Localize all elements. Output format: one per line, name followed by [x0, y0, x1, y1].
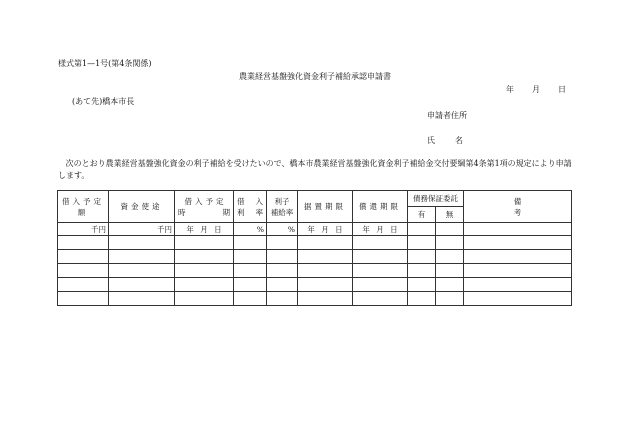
addressee: (あて先)橋本市長 — [72, 97, 135, 106]
date-year: 年 — [506, 85, 514, 94]
date-line — [506, 84, 566, 95]
form-number: 様式第1—1号(第4条関係) — [58, 59, 152, 68]
header-borrow-time: 借入予定 時 期 — [175, 191, 234, 223]
table-row — [58, 250, 572, 264]
header-guarantee-no: 無 — [436, 207, 464, 223]
applicant-address-label: 申請者住所 — [427, 111, 467, 120]
unit-rate: % — [234, 223, 267, 236]
table-row — [58, 292, 572, 306]
unit-remarks — [464, 223, 572, 236]
body-text — [58, 158, 578, 182]
header-repayment-period: 償還期限 — [353, 191, 408, 223]
table-row — [58, 278, 572, 292]
body-text-content: 次のとおり農業経営基盤強化資金の利子補給を受けたいので、橋本市農業経営基盤強化資金利子補給金交付要綱第4条第1項の規定により申請します。 — [58, 159, 572, 180]
header-deferment-period: 据置期限 — [298, 191, 353, 223]
name-label-first: 氏 — [427, 136, 435, 145]
table-row — [58, 236, 572, 250]
header-fund-use: 資金使途 — [109, 191, 175, 223]
unit-row — [58, 223, 572, 236]
header-remarks: 備考 — [464, 191, 572, 223]
table-row — [58, 264, 572, 278]
unit-time: 年 月 日 — [175, 223, 234, 236]
name-label-second: 名 — [455, 136, 463, 145]
application-table — [57, 190, 572, 306]
date-day: 日 — [558, 85, 566, 94]
header-borrow-rate: 借 入 利 率 — [234, 191, 267, 223]
header-subsidy-rate: 利子 補給率 — [267, 191, 298, 223]
unit-fund: 千円 — [109, 223, 175, 236]
applicant-name-label — [427, 135, 463, 146]
unit-guarantee-yes — [408, 223, 436, 236]
document-title: 農業経営基盤強化資金利子補給承認申請書 — [239, 72, 391, 81]
unit-guarantee-no — [436, 223, 464, 236]
unit-repayment: 年 月 日 — [353, 223, 408, 236]
unit-amount: 千円 — [58, 223, 109, 236]
header-guarantee-yes: 有 — [408, 207, 436, 223]
header-borrow-amount: 借入予定額 — [58, 191, 109, 223]
unit-subsidy: % — [267, 223, 298, 236]
header-debt-guarantee: 債務保証委託 — [408, 191, 464, 207]
unit-deferment: 年 月 日 — [298, 223, 353, 236]
date-month: 月 — [532, 85, 540, 94]
